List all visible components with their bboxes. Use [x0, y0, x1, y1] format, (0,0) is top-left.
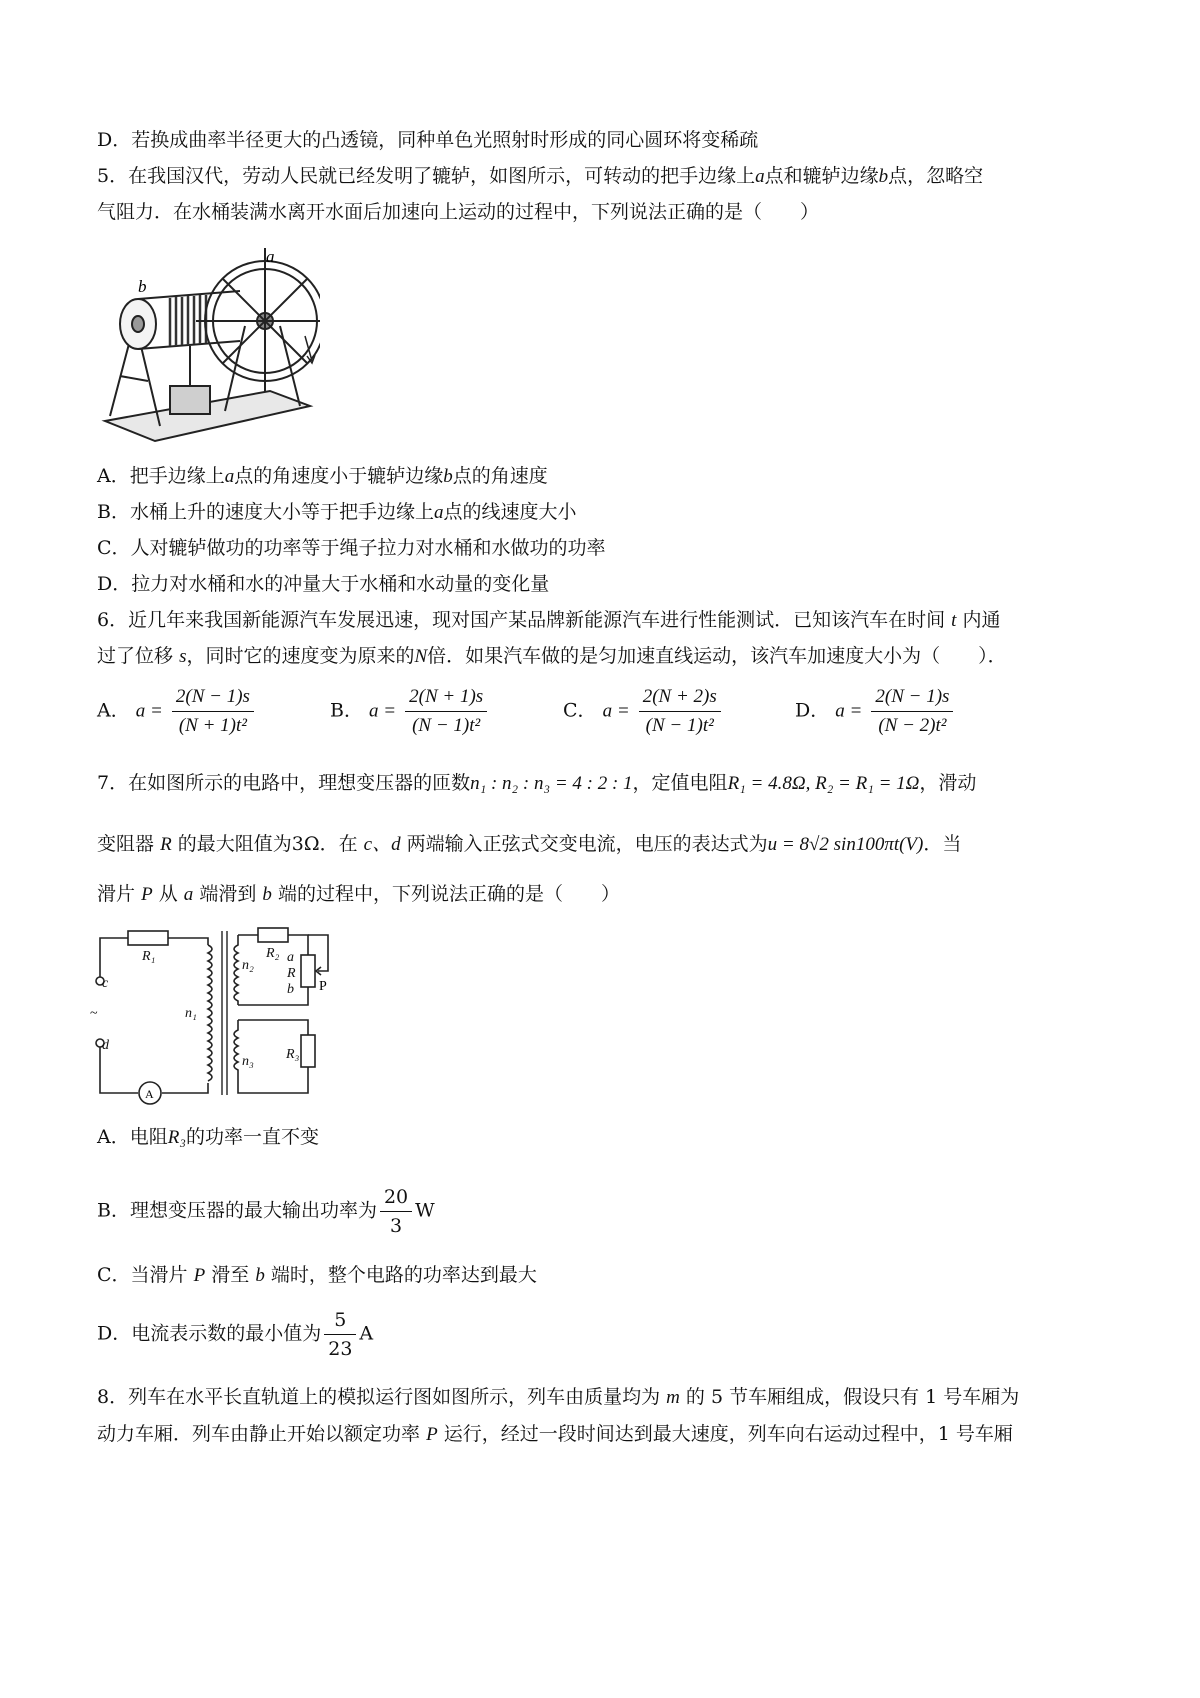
q7-option-b: B．理想变压器的最大输出功率为 $\frac{20}{3}$ W	[97, 1183, 435, 1240]
q6-option-c: C． a = $\frac{2(N + 2)s}{\text{(N − 1)t²}}$	[563, 683, 724, 740]
q7-stem-line1: 7．在如图所示的电路中，理想变压器的匝数n₁ : n₂ : n₃ = 4 : 2 : 1，定值电阻R₁ = 4.8Ω, R₂ = R₁ = 1Ω，滑动	[97, 772, 977, 794]
q6-option-a: A． a = $\frac{2(N - 1)s}{\text{(N + 1)t²}}$	[97, 683, 257, 740]
rheostat-r	[301, 955, 315, 987]
circuit-figure	[90, 915, 355, 1110]
q7-option-c: C．当滑片 P 滑至 b 端时，整个电路的功率达到最大	[97, 1264, 537, 1286]
windlass-label-b: b	[138, 277, 147, 296]
q6-option-b: B． a = $\frac{2(N + 1)s}{\text{(N − 1)t²}}$	[330, 683, 490, 740]
windlass-label-a: a	[266, 247, 275, 266]
resistor-r2	[258, 928, 288, 942]
q5-option-b: B．水桶上升的速度大小等于把手边缘上a点的线速度大小	[97, 501, 577, 523]
svg-text:P: P	[319, 979, 327, 994]
svg-text:b: b	[287, 982, 294, 997]
q5-option-a: A．把手边缘上a点的角速度小于辘轳边缘b点的角速度	[97, 465, 548, 487]
q6-option-d: D． a = $\frac{2(N - 1)s}{\text{(N − 2)t²}}$	[795, 683, 956, 740]
resistor-r1	[128, 931, 168, 945]
svg-text:c: c	[102, 976, 109, 991]
svg-text:A: A	[145, 1087, 154, 1101]
svg-text:R₁: R₁	[142, 949, 156, 964]
q5-stem-line1: 5．在我国汉代，劳动人民就已经发明了辘轳，如图所示，可转动的把手边缘上a点和辘轳边缘b点，忽略空	[97, 165, 984, 187]
q6-stem-line1: 6．近几年来我国新能源汽车发展迅速，现对国产某品牌新能源汽车进行性能测试．已知该汽车在时间 t 内通	[97, 609, 1001, 631]
svg-text:n₂: n₂	[242, 958, 254, 973]
svg-text:d: d	[102, 1038, 109, 1053]
svg-text:n₁: n₁	[185, 1006, 197, 1021]
q4-option-d: D．若换成曲率半径更大的凸透镜，同种单色光照射时形成的同心圆环将变稀疏	[97, 129, 759, 151]
svg-text:R₃: R₃	[286, 1047, 300, 1062]
svg-text:a: a	[287, 950, 294, 965]
q7-option-a: A．电阻R₃的功率一直不变	[97, 1126, 319, 1148]
windlass-figure	[100, 236, 320, 450]
q5-option-c: C．人对辘轳做功的功率等于绳子拉力对水桶和水做功的功率	[97, 537, 606, 559]
svg-text:R₂: R₂	[266, 946, 280, 961]
svg-text:n₃: n₃	[242, 1054, 254, 1069]
q6-stem-line2: 过了位移 s，同时它的速度变为原来的N倍．如果汽车做的是匀加速直线运动，该汽车加速度大小为（ ）．	[97, 645, 1007, 667]
q5-option-d: D．拉力对水桶和水的冲量大于水桶和水动量的变化量	[97, 573, 550, 595]
q7-option-d: D．电流表示数的最小值为 $\frac{5}{23}$ A	[97, 1306, 373, 1363]
q7-stem-line3: 滑片 P 从 a 端滑到 b 端的过程中，下列说法正确的是（ ）	[97, 883, 620, 905]
resistor-r3	[301, 1035, 315, 1067]
q8-stem-line2: 动力车厢．列车由静止开始以额定功率 P 运行，经过一段时间达到最大速度，列车向右运动过程中，1 号车厢	[97, 1423, 1013, 1445]
q8-stem-line1: 8．列车在水平长直轨道上的模拟运行图如图所示，列车由质量均为 m 的 5 节车厢组成，假设只有 1 号车厢为	[97, 1386, 1020, 1408]
q7-stem-line2: 变阻器 R 的最大阻值为3Ω．在 c、d 两端输入正弦式交变电流，电压的表达式为u = 8√2 sin100πt(V)．当	[97, 833, 962, 855]
svg-text:R: R	[287, 966, 296, 981]
svg-text:~: ~	[90, 1006, 98, 1021]
q5-stem-line2: 气阻力．在水桶装满水离开水面后加速向上运动的过程中，下列说法正确的是（ ）	[97, 201, 820, 223]
